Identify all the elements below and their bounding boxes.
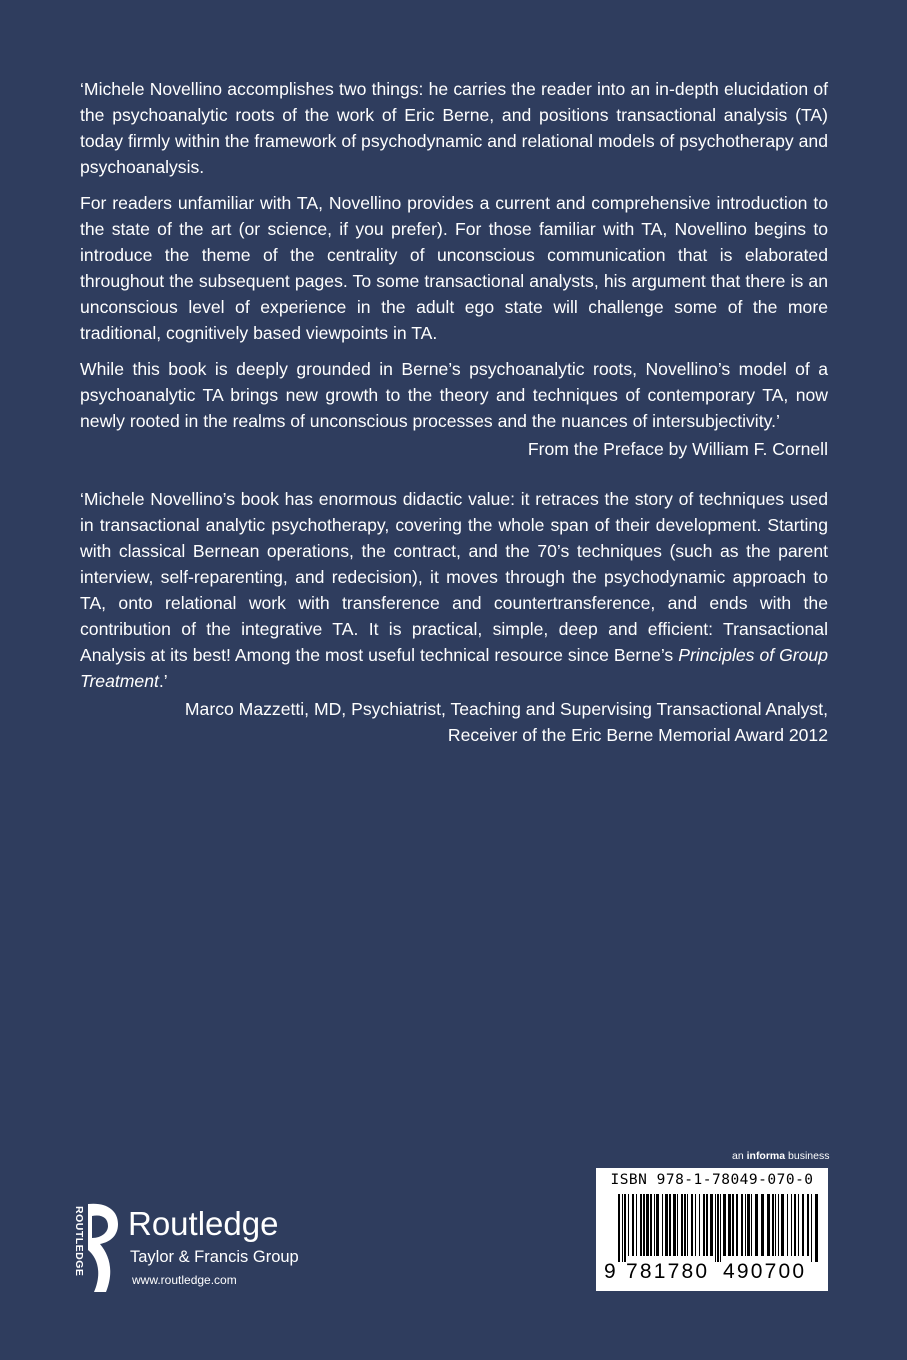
barcode-bar <box>646 1194 649 1256</box>
barcode-bar <box>643 1194 645 1256</box>
barcode-bar <box>665 1194 668 1256</box>
barcode-bar <box>695 1194 696 1256</box>
barcode-bar <box>723 1194 726 1256</box>
barcode-bar <box>624 1194 626 1262</box>
barcode-bar <box>767 1194 770 1256</box>
barcode-digits <box>596 1260 828 1288</box>
barcode-bar <box>772 1194 774 1256</box>
barcode-bars <box>618 1194 818 1262</box>
review-attribution <box>80 696 828 748</box>
barcode-bar <box>684 1194 686 1256</box>
barcode-bar <box>636 1194 637 1256</box>
barcode-digit-first: 9 <box>604 1260 616 1283</box>
barcode-bar <box>761 1194 764 1256</box>
informa-prefix: an <box>732 1150 747 1162</box>
barcode-bar <box>628 1194 629 1256</box>
barcode-bar <box>662 1194 663 1256</box>
informa-business-label <box>732 1150 828 1162</box>
barcode-bar <box>787 1194 788 1256</box>
preface-attribution: From the Preface by William F. Cornell <box>527 439 828 459</box>
routledge-mark-text: ROUTLEDGE <box>73 1206 85 1277</box>
barcode-bar <box>791 1194 792 1256</box>
barcode-bar <box>811 1194 812 1262</box>
barcode-bar <box>650 1194 652 1256</box>
barcode-bar <box>687 1194 688 1256</box>
barcode-bar <box>741 1194 743 1256</box>
barcode-bar <box>794 1194 796 1256</box>
routledge-logo <box>66 1202 326 1297</box>
barcode-bar <box>781 1194 784 1256</box>
publisher-url: www.routledge.com <box>132 1273 237 1287</box>
preface-paragraph-1: ‘Michele Novellino accomplishes two things: he carries the reader into an in-depth elucidation of the psychoanalytic roots of the work of Eric Berne, and positions transactional analysis (TA) today firmly within the framework of psychodynamic and relational models of psychotherapy and psychoanalysis. <box>80 79 828 177</box>
barcode-bar <box>669 1194 671 1256</box>
review-text-end: .’ <box>158 671 168 691</box>
preface-paragraph-2: For readers unfamiliar with TA, Novellino provides a current and comprehensive introduction to the state of the art (or science, if you prefer). For those familiar with TA, Novellino begins to introduce the theme of the centrality of unconscious communication that is elaborated throughout the subsequent pages. To some transactional analysts, his argument that there is an unconscious level of experience in the adult ego state will challenge some of the more traditional, cognitively based viewpoints in TA. <box>80 193 828 343</box>
publisher-name: Routledge <box>128 1205 279 1242</box>
barcode-bar <box>747 1194 750 1256</box>
review-attribution-line-1: Marco Mazzetti, MD, Psychiatrist, Teaching and Supervising Transactional Analyst, <box>184 699 828 719</box>
barcode-bar <box>703 1194 705 1256</box>
publisher-group: Taylor & Francis Group <box>130 1248 299 1266</box>
routledge-r-icon <box>66 1202 122 1294</box>
barcode-bar <box>736 1194 738 1256</box>
isbn-barcode <box>596 1168 828 1291</box>
barcode-bar <box>677 1194 678 1256</box>
barcode-bar <box>656 1194 659 1256</box>
barcode-bar <box>691 1194 693 1256</box>
preface-paragraph-3: While this book is deeply grounded in Berne’s psychoanalytic roots, Novellino’s model of a psychoanalytic TA brings new growth to the theory and techniques of contemporary TA, now newly rooted in the realms of unconscious processes and the nuances of intersubjectivity.’ <box>80 359 828 431</box>
barcode-bar <box>807 1194 809 1256</box>
barcode-bar <box>710 1194 713 1256</box>
barcode-bar <box>640 1194 642 1256</box>
back-cover-text <box>80 76 828 748</box>
barcode-bar <box>778 1194 779 1256</box>
barcode-bar <box>706 1194 708 1256</box>
barcode-bar <box>802 1194 804 1256</box>
barcode-bar <box>732 1194 734 1256</box>
barcode-bar <box>681 1194 683 1256</box>
informa-brand: informa <box>746 1150 786 1162</box>
barcode-bar <box>745 1194 746 1256</box>
review-attribution-line-2: Receiver of the Eric Berne Memorial Award 2012 <box>447 725 828 745</box>
barcode-bar <box>755 1194 758 1256</box>
barcode-bar <box>775 1194 776 1256</box>
barcode-bar <box>728 1194 731 1256</box>
barcode-bar <box>798 1194 799 1256</box>
barcode-bar <box>815 1194 818 1262</box>
barcode-bar <box>673 1194 676 1256</box>
review-book-title: Principles of Group Treatment <box>80 645 828 691</box>
barcode-bar <box>717 1194 719 1262</box>
barcode-bar <box>720 1194 721 1262</box>
informa-suffix: business <box>785 1150 830 1162</box>
isbn-label: ISBN 978-1-78049-070-0 <box>610 1172 814 1188</box>
review-paragraph <box>80 486 828 694</box>
barcode-bar <box>654 1194 655 1256</box>
barcode-bar <box>699 1194 700 1256</box>
barcode-digits-left: 781780 <box>626 1260 710 1283</box>
barcode-bar <box>622 1194 623 1262</box>
barcode-bar <box>715 1194 716 1262</box>
barcode-bar <box>632 1194 634 1256</box>
barcode-bar <box>618 1194 620 1262</box>
review-text: ‘Michele Novellino’s book has enormous didactic value: it retraces the story of techniques used in transactional analytic psychotherapy, covering the whole span of their development. Starting with classical Bernean operations, the contract, and the 70’s techniques (such as the parent interview, self-reparenting, and redecision), it moves through the psychodynamic approach to TA, onto relational work with transference and countertransference, and ends with the contribution of the integrative TA. It is practical, simple, deep and efficient: Transactional Analysis at its best! Among the most useful technical resource since Berne’s <box>80 489 828 665</box>
barcode-bar <box>751 1194 752 1256</box>
barcode-digits-right: 490700 <box>723 1260 807 1283</box>
